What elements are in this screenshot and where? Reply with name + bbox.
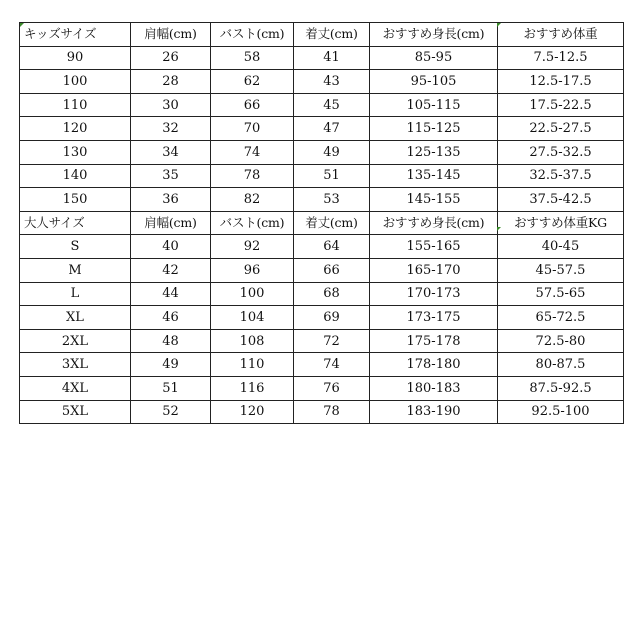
cell-shoulder: 51 (131, 376, 211, 400)
cell-length: 51 (294, 164, 370, 188)
table-row (20, 70, 624, 94)
cell-shoulder: 28 (131, 70, 211, 94)
kids-header-row (20, 23, 624, 47)
table-row (20, 258, 624, 282)
cell-height: 165-170 (370, 258, 498, 282)
cell-weight: 17.5-22.5 (498, 93, 624, 117)
table-row (20, 164, 624, 188)
cell-weight: 22.5-27.5 (498, 117, 624, 141)
cell-bust: 58 (211, 46, 294, 70)
cell-height: 175-178 (370, 329, 498, 353)
cell-weight: 37.5-42.5 (498, 188, 624, 212)
cell-length: 64 (294, 235, 370, 259)
cell-length: 78 (294, 400, 370, 424)
cell-bust: 70 (211, 117, 294, 141)
cell-size: 100 (20, 70, 131, 94)
table-row (20, 400, 624, 424)
column-header-height: おすすめ身長(cm) (370, 211, 498, 235)
cell-weight: 45-57.5 (498, 258, 624, 282)
size-chart-table (19, 22, 624, 424)
column-header-height: おすすめ身長(cm) (370, 23, 498, 47)
cell-length: 47 (294, 117, 370, 141)
column-header-bust: バスト(cm) (211, 23, 294, 47)
cell-bust: 110 (211, 353, 294, 377)
cell-height: 135-145 (370, 164, 498, 188)
cell-weight: 80-87.5 (498, 353, 624, 377)
cell-height: 95-105 (370, 70, 498, 94)
cell-weight: 72.5-80 (498, 329, 624, 353)
cell-size: 130 (20, 140, 131, 164)
cell-bust: 120 (211, 400, 294, 424)
cell-length: 45 (294, 93, 370, 117)
column-header-shoulder: 肩幅(cm) (131, 211, 211, 235)
cell-length: 66 (294, 258, 370, 282)
cell-shoulder: 30 (131, 93, 211, 117)
table-row (20, 117, 624, 141)
cell-height: 85-95 (370, 46, 498, 70)
cell-size: 90 (20, 46, 131, 70)
cell-weight: 27.5-32.5 (498, 140, 624, 164)
table-row (20, 306, 624, 330)
cell-bust: 116 (211, 376, 294, 400)
cell-bust: 96 (211, 258, 294, 282)
cell-length: 74 (294, 353, 370, 377)
cell-size: 2XL (20, 329, 131, 353)
cell-size: 4XL (20, 376, 131, 400)
cell-length: 72 (294, 329, 370, 353)
adults-header-row (20, 211, 624, 235)
cell-length: 49 (294, 140, 370, 164)
cell-length: 41 (294, 46, 370, 70)
cell-shoulder: 42 (131, 258, 211, 282)
corner-marker-icon (497, 227, 501, 231)
size-chart-body (20, 23, 624, 424)
cell-shoulder: 49 (131, 353, 211, 377)
table-row (20, 282, 624, 306)
cell-height: 155-165 (370, 235, 498, 259)
cell-shoulder: 36 (131, 188, 211, 212)
column-header-weight: おすすめ体重KG (498, 211, 624, 235)
corner-marker-icon (20, 23, 24, 27)
cell-shoulder: 32 (131, 117, 211, 141)
table-row (20, 353, 624, 377)
cell-size: 150 (20, 188, 131, 212)
cell-shoulder: 48 (131, 329, 211, 353)
cell-bust: 74 (211, 140, 294, 164)
column-header-length: 着丈(cm) (294, 23, 370, 47)
cell-size: XL (20, 306, 131, 330)
cell-shoulder: 44 (131, 282, 211, 306)
cell-size: 3XL (20, 353, 131, 377)
cell-size: 140 (20, 164, 131, 188)
cell-size: 120 (20, 117, 131, 141)
cell-height: 183-190 (370, 400, 498, 424)
column-header-length: 着丈(cm) (294, 211, 370, 235)
cell-shoulder: 40 (131, 235, 211, 259)
cell-bust: 92 (211, 235, 294, 259)
cell-height: 115-125 (370, 117, 498, 141)
cell-height: 170-173 (370, 282, 498, 306)
cell-shoulder: 46 (131, 306, 211, 330)
adults-size-label: 大人サイズ (20, 211, 131, 235)
kids-size-label: キッズサイズ (20, 23, 131, 47)
cell-length: 53 (294, 188, 370, 212)
table-row (20, 93, 624, 117)
column-header-weight: おすすめ体重 (498, 23, 624, 47)
cell-height: 178-180 (370, 353, 498, 377)
cell-size: M (20, 258, 131, 282)
cell-weight: 32.5-37.5 (498, 164, 624, 188)
cell-length: 69 (294, 306, 370, 330)
cell-bust: 100 (211, 282, 294, 306)
cell-weight: 12.5-17.5 (498, 70, 624, 94)
table-row (20, 188, 624, 212)
cell-bust: 78 (211, 164, 294, 188)
cell-weight: 65-72.5 (498, 306, 624, 330)
cell-height: 125-135 (370, 140, 498, 164)
corner-marker-icon (497, 23, 501, 27)
cell-bust: 104 (211, 306, 294, 330)
cell-bust: 62 (211, 70, 294, 94)
cell-bust: 82 (211, 188, 294, 212)
cell-size: 5XL (20, 400, 131, 424)
cell-length: 43 (294, 70, 370, 94)
cell-bust: 108 (211, 329, 294, 353)
cell-weight: 57.5-65 (498, 282, 624, 306)
table-row (20, 140, 624, 164)
cell-shoulder: 26 (131, 46, 211, 70)
cell-height: 180-183 (370, 376, 498, 400)
table-row (20, 235, 624, 259)
table-row (20, 376, 624, 400)
cell-length: 76 (294, 376, 370, 400)
table-row (20, 46, 624, 70)
cell-height: 173-175 (370, 306, 498, 330)
cell-height: 105-115 (370, 93, 498, 117)
cell-weight: 40-45 (498, 235, 624, 259)
cell-size: L (20, 282, 131, 306)
cell-weight: 92.5-100 (498, 400, 624, 424)
cell-shoulder: 35 (131, 164, 211, 188)
cell-weight: 87.5-92.5 (498, 376, 624, 400)
table-row (20, 329, 624, 353)
column-header-bust: バスト(cm) (211, 211, 294, 235)
cell-size: 110 (20, 93, 131, 117)
cell-shoulder: 34 (131, 140, 211, 164)
cell-height: 145-155 (370, 188, 498, 212)
cell-size: S (20, 235, 131, 259)
cell-shoulder: 52 (131, 400, 211, 424)
cell-weight: 7.5-12.5 (498, 46, 624, 70)
column-header-shoulder: 肩幅(cm) (131, 23, 211, 47)
cell-length: 68 (294, 282, 370, 306)
cell-bust: 66 (211, 93, 294, 117)
